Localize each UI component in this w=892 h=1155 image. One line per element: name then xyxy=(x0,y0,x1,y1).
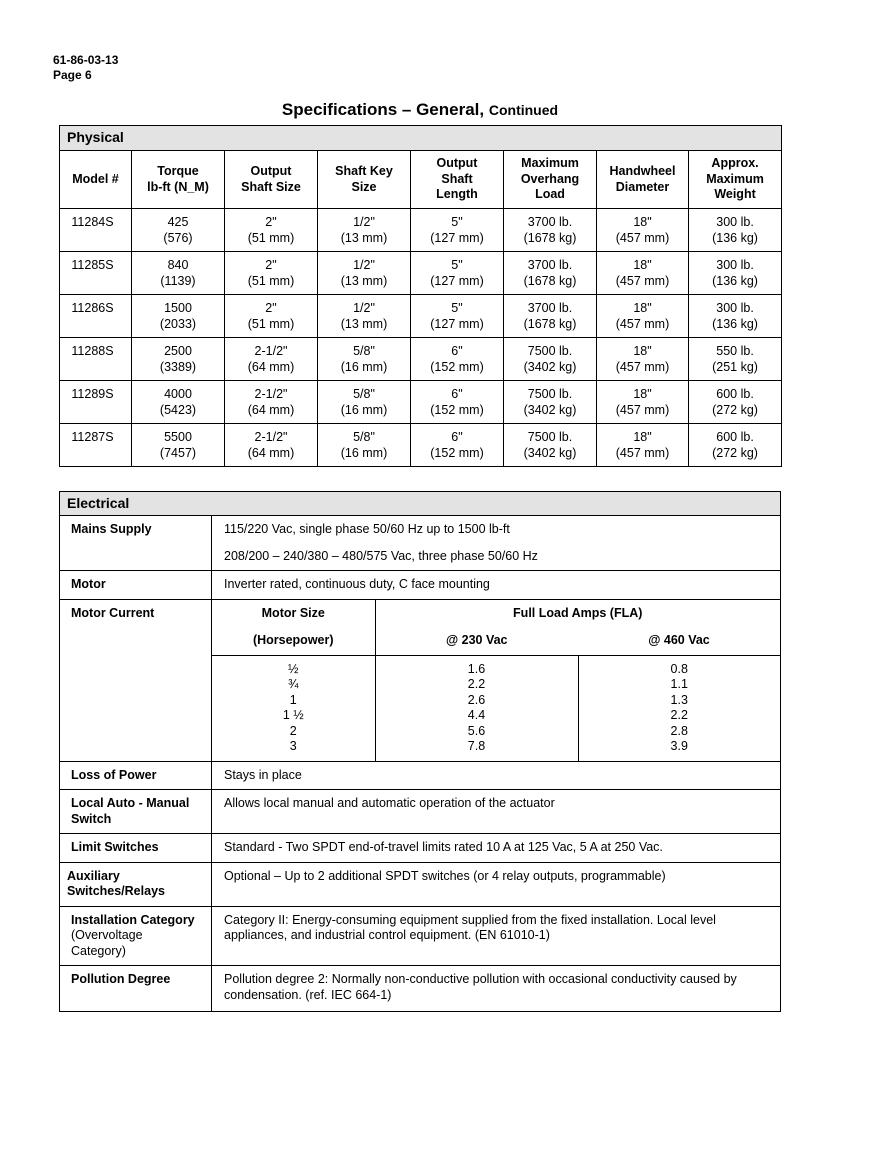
table-cell xyxy=(132,295,225,338)
value-line: 7.8 xyxy=(467,739,486,753)
table-cell xyxy=(318,252,411,295)
cell-line: 18" xyxy=(633,258,652,272)
table-cell xyxy=(225,424,318,467)
table-cell xyxy=(318,295,411,338)
physical-section-header: Physical xyxy=(60,126,782,151)
auxiliary-row xyxy=(60,862,781,906)
cell-line: (1678 kg) xyxy=(523,230,577,245)
value-line: 0.8 xyxy=(670,661,688,676)
value-line: 2.8 xyxy=(670,723,688,738)
cell-line: 5/8" xyxy=(353,430,375,444)
cell-line: (64 mm) xyxy=(247,402,295,417)
cell-line: (457 mm) xyxy=(615,402,670,417)
motor-current-label: Motor Current xyxy=(60,599,212,761)
cell-line: (1139) xyxy=(160,273,196,288)
pollution-label: Pollution Degree xyxy=(60,966,212,1012)
local-switch-label xyxy=(60,790,212,834)
cell-line: 2-1/2" xyxy=(254,430,288,444)
mains-supply-value xyxy=(212,516,781,571)
loss-of-power-row xyxy=(60,761,781,790)
cell-line: (272 kg) xyxy=(712,402,758,417)
cell-line: 6" xyxy=(451,387,463,401)
column-header-line: Torque xyxy=(157,164,199,178)
cell-line: 2-1/2" xyxy=(254,344,288,358)
physical-column-headers xyxy=(60,151,782,209)
table-cell xyxy=(689,381,782,424)
table-row xyxy=(60,381,782,424)
value-line: 3.9 xyxy=(670,739,688,753)
physical-specs-table xyxy=(59,125,782,467)
column-header-line: Weight xyxy=(714,187,756,202)
cell-line: 550 lb. xyxy=(716,344,754,358)
mains-supply-label: Mains Supply xyxy=(60,516,212,571)
column-header-line: Overhang xyxy=(520,171,580,186)
cell-line: (7457) xyxy=(159,445,197,460)
cell-line: 6" xyxy=(451,344,463,358)
cell-line: 18" xyxy=(633,387,652,401)
table-cell xyxy=(411,295,504,338)
table-cell xyxy=(132,338,225,381)
table-cell xyxy=(132,424,225,467)
cell-line: (1678 kg) xyxy=(523,316,577,331)
cell-line: (64 mm) xyxy=(247,359,295,374)
installation-row xyxy=(60,906,781,966)
limit-switches-label: Limit Switches xyxy=(60,834,212,863)
auxiliary-label-line-1: Auxiliary xyxy=(67,868,120,883)
cell-line: (2033) xyxy=(159,316,197,331)
cell-line: 7500 lb. xyxy=(527,344,573,358)
local-switch-row xyxy=(60,790,781,834)
cell-line: 2500 xyxy=(164,344,192,358)
auxiliary-label-line-2: Switches/Relays xyxy=(67,884,165,898)
model-number-cell: 11284S xyxy=(60,209,132,252)
table-cell xyxy=(504,338,597,381)
cell-line: (16 mm) xyxy=(340,402,388,417)
cell-line: 18" xyxy=(633,301,652,315)
column-header-line: Output xyxy=(250,164,292,178)
cell-line: 5/8" xyxy=(353,387,375,401)
cell-line: 7500 lb. xyxy=(527,430,573,444)
cell-line: (16 mm) xyxy=(340,359,388,374)
installation-value: Category II: Energy-consuming equipment supplied from the fixed installation. Local level appliances, and industrial control equipment. (EN 61010-1) xyxy=(212,906,781,966)
motor-size-values xyxy=(212,655,375,761)
cell-line: (152 mm) xyxy=(430,402,484,417)
cell-line: 4000 xyxy=(164,387,192,401)
cell-line: 300 lb. xyxy=(716,258,754,272)
column-header xyxy=(318,151,411,209)
installation-label-line-1: Installation Category xyxy=(71,912,195,927)
cell-line: 5" xyxy=(451,215,463,229)
amps-460-values xyxy=(578,655,780,761)
table-cell xyxy=(504,381,597,424)
cell-line: (136 kg) xyxy=(712,230,758,245)
pollution-value: Pollution degree 2: Normally non-conductive pollution with occasional conductivity caused by condensation. (ref. IEC 664-1) xyxy=(212,966,781,1012)
cell-line: (136 kg) xyxy=(712,316,758,331)
column-header xyxy=(60,151,132,209)
cell-line: 425 xyxy=(167,215,189,229)
table-cell xyxy=(132,381,225,424)
column-header xyxy=(132,151,225,209)
cell-line: 3700 lb. xyxy=(527,258,573,272)
column-header-line: Output xyxy=(436,156,478,171)
column-header-line: Approx. xyxy=(711,156,759,171)
cell-line: 18" xyxy=(633,344,652,358)
cell-line: (3402 kg) xyxy=(523,359,577,374)
column-header xyxy=(504,151,597,209)
cell-line: (64 mm) xyxy=(247,445,295,460)
cell-line: (127 mm) xyxy=(430,230,484,245)
installation-sublabel: (Overvoltage Category) xyxy=(71,928,143,958)
column-header-line: Diameter xyxy=(615,179,670,194)
local-switch-label-line-1: Local Auto - Manual xyxy=(71,796,190,810)
cell-line: (152 mm) xyxy=(430,359,484,374)
cell-line: 2" xyxy=(265,215,277,229)
cell-line: 600 lb. xyxy=(716,387,754,401)
page-number: Page 6 xyxy=(53,68,92,82)
table-cell xyxy=(597,381,689,424)
table-cell xyxy=(689,338,782,381)
cell-line: 7500 lb. xyxy=(527,387,573,401)
table-cell xyxy=(132,252,225,295)
table-cell xyxy=(225,209,318,252)
cell-line: 5" xyxy=(451,301,463,315)
column-header-line: lb-ft (N_M) xyxy=(147,179,209,194)
cell-line: 2-1/2" xyxy=(254,387,288,401)
model-number-cell: 11286S xyxy=(60,295,132,338)
limit-switches-value: Standard - Two SPDT end-of-travel limits rated 10 A at 125 Vac, 5 A at 250 Vac. xyxy=(212,834,781,863)
value-line: 2.6 xyxy=(467,692,486,707)
table-cell xyxy=(689,424,782,467)
installation-label xyxy=(60,906,212,966)
table-cell xyxy=(504,252,597,295)
cell-line: (3402 kg) xyxy=(523,402,577,417)
column-header-line: Model # xyxy=(72,171,119,186)
table-row xyxy=(60,209,782,252)
mains-supply-line-2: 208/200 – 240/380 – 480/575 Vac, three phase 50/60 Hz xyxy=(224,548,538,563)
table-cell xyxy=(225,295,318,338)
cell-line: (127 mm) xyxy=(430,316,484,331)
cell-line: 5" xyxy=(451,258,463,272)
value-line: ½ xyxy=(288,661,299,676)
local-switch-value: Allows local manual and automatic operation of the actuator xyxy=(212,790,781,834)
cell-line: (457 mm) xyxy=(615,316,670,331)
table-row xyxy=(60,252,782,295)
table-cell xyxy=(225,338,318,381)
cell-line: (1678 kg) xyxy=(523,273,577,288)
table-cell xyxy=(318,209,411,252)
column-header-line: Shaft Key xyxy=(335,164,393,178)
cell-line: (457 mm) xyxy=(615,230,670,245)
value-line: 1.6 xyxy=(467,661,486,676)
cell-line: (136 kg) xyxy=(712,273,758,288)
value-line: 5.6 xyxy=(467,723,486,738)
table-cell xyxy=(689,209,782,252)
cell-line: 600 lb. xyxy=(716,430,754,444)
document-number: 61-86-03-13 xyxy=(53,53,119,67)
cell-line: 5500 xyxy=(164,430,192,444)
auxiliary-label xyxy=(60,862,212,906)
motor-current-row xyxy=(60,599,781,761)
cell-line: (127 mm) xyxy=(430,273,484,288)
column-header xyxy=(225,151,318,209)
cell-line: 6" xyxy=(451,430,463,444)
column-header-line: Shaft Size xyxy=(241,179,301,194)
value-line: 2.2 xyxy=(467,677,486,691)
cell-line: 3700 lb. xyxy=(527,215,573,229)
loss-of-power-value: Stays in place xyxy=(212,761,781,790)
cell-line: (152 mm) xyxy=(430,445,484,460)
model-number-cell: 11288S xyxy=(60,338,132,381)
cell-line: 300 lb. xyxy=(716,215,754,229)
cell-line: 2" xyxy=(265,258,277,272)
cell-line: 300 lb. xyxy=(716,301,754,315)
cell-line: (13 mm) xyxy=(340,273,388,288)
cell-line: (13 mm) xyxy=(340,316,388,331)
value-line: ¾ xyxy=(288,677,299,691)
page-title xyxy=(0,100,840,120)
title-suffix: Continued xyxy=(488,102,559,118)
motor-current-table-cell xyxy=(212,599,781,761)
cell-line: (457 mm) xyxy=(615,359,670,374)
table-cell xyxy=(411,252,504,295)
table-row xyxy=(60,424,782,467)
limit-switches-row xyxy=(60,834,781,863)
auxiliary-value: Optional – Up to 2 additional SPDT switches (or 4 relay outputs, programmable) xyxy=(212,862,781,906)
title-main: Specifications – General, xyxy=(281,100,485,119)
cell-line: (576) xyxy=(163,230,193,245)
table-cell xyxy=(225,381,318,424)
table-cell xyxy=(411,424,504,467)
column-header-line: Size xyxy=(351,179,377,194)
model-number-cell: 11287S xyxy=(60,424,132,467)
value-line: 2.2 xyxy=(670,708,688,722)
cell-line: (251 kg) xyxy=(712,359,758,374)
table-cell xyxy=(597,252,689,295)
cell-line: (16 mm) xyxy=(340,445,388,460)
table-cell xyxy=(411,209,504,252)
cell-line: (51 mm) xyxy=(247,230,295,245)
cell-line: 5/8" xyxy=(353,344,375,358)
cell-line: (3389) xyxy=(159,359,197,374)
cell-line: (457 mm) xyxy=(615,445,670,460)
motor-value: Inverter rated, continuous duty, C face mounting xyxy=(212,571,781,600)
amps-230-values xyxy=(375,655,578,761)
motor-row xyxy=(60,571,781,600)
v460-header: @ 460 Vac xyxy=(648,633,710,647)
cell-line: (51 mm) xyxy=(247,316,295,331)
table-cell xyxy=(689,252,782,295)
cell-line: 3700 lb. xyxy=(527,301,573,315)
table-cell xyxy=(504,209,597,252)
table-cell xyxy=(318,381,411,424)
cell-line: (13 mm) xyxy=(340,230,388,245)
table-row xyxy=(60,295,782,338)
table-cell xyxy=(689,295,782,338)
table-cell xyxy=(225,252,318,295)
value-line: 1 ½ xyxy=(282,708,304,722)
value-line: 1 xyxy=(289,692,297,707)
local-switch-label-line-2: Switch xyxy=(71,811,112,826)
mains-supply-row xyxy=(60,516,781,571)
table-cell xyxy=(318,424,411,467)
table-cell xyxy=(597,295,689,338)
motor-current-table xyxy=(212,600,780,761)
table-cell xyxy=(411,338,504,381)
cell-line: 1/2" xyxy=(353,258,375,272)
value-line: 4.4 xyxy=(467,708,486,722)
value-line: 3 xyxy=(289,739,297,753)
column-header-line: Handwheel xyxy=(609,164,676,178)
electrical-section-header: Electrical xyxy=(60,492,781,516)
document-header xyxy=(53,53,118,83)
cell-line: 840 xyxy=(167,258,189,272)
cell-line: (51 mm) xyxy=(247,273,295,288)
table-cell xyxy=(318,338,411,381)
v230-header: @ 230 Vac xyxy=(445,633,508,647)
motor-size-header: Motor Size xyxy=(212,600,375,624)
cell-line: 1500 xyxy=(164,301,192,315)
table-cell xyxy=(132,209,225,252)
column-header-line: Maximum xyxy=(706,171,764,186)
cell-line: (5423) xyxy=(159,402,197,417)
table-cell xyxy=(597,338,689,381)
loss-of-power-label: Loss of Power xyxy=(60,761,212,790)
pollution-row xyxy=(60,966,781,1012)
cell-line: 1/2" xyxy=(353,215,375,229)
cell-line: (272 kg) xyxy=(712,445,758,460)
table-cell xyxy=(597,209,689,252)
value-line: 1.3 xyxy=(670,692,688,707)
column-header-line: Length xyxy=(436,187,478,202)
cell-line: (3402 kg) xyxy=(523,445,577,460)
model-number-cell: 11289S xyxy=(60,381,132,424)
value-line: 2 xyxy=(289,723,297,738)
fla-header: Full Load Amps (FLA) xyxy=(513,605,643,620)
electrical-specs-table xyxy=(59,491,781,1012)
column-header-line: Maximum xyxy=(521,156,579,171)
horsepower-subheader: (Horsepower) xyxy=(212,623,375,655)
table-row xyxy=(60,338,782,381)
model-number-cell: 11285S xyxy=(60,252,132,295)
cell-line: 1/2" xyxy=(353,301,375,315)
table-cell xyxy=(597,424,689,467)
table-cell xyxy=(411,381,504,424)
cell-line: (457 mm) xyxy=(615,273,670,288)
column-header xyxy=(689,151,782,209)
column-header xyxy=(411,151,504,209)
value-line: 1.1 xyxy=(670,677,688,691)
column-header-line: Load xyxy=(535,187,565,202)
motor-label: Motor xyxy=(60,571,212,600)
column-header xyxy=(597,151,689,209)
cell-line: 18" xyxy=(633,215,652,229)
table-cell xyxy=(504,295,597,338)
mains-supply-line-1: 115/220 Vac, single phase 50/60 Hz up to 1500 lb-ft xyxy=(224,522,510,536)
cell-line: 2" xyxy=(265,301,277,315)
cell-line: 18" xyxy=(633,430,652,444)
table-cell xyxy=(504,424,597,467)
column-header-line: Shaft xyxy=(441,171,473,186)
